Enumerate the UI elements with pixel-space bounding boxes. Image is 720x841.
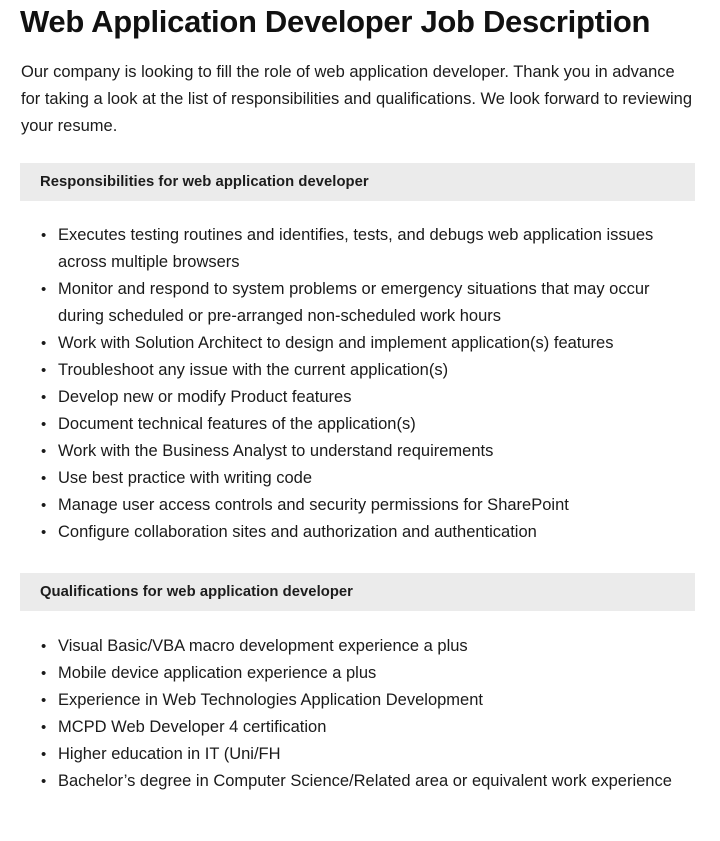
list-item: • Troubleshoot any issue with the current application(s): [0, 357, 720, 384]
list-item: • Work with the Business Analyst to understand requirements: [0, 438, 720, 465]
list-item: • Configure collaboration sites and authorization and authentication: [0, 519, 720, 546]
section-responsibilities: [0, 163, 720, 546]
responsibilities-list: [0, 201, 720, 546]
list-item: • Monitor and respond to system problems or emergency situations that may occur during scheduled or pre-arranged non-scheduled work hours: [0, 276, 720, 330]
list-item: • Use best practice with writing code: [0, 465, 720, 492]
list-item: • Manage user access controls and security permissions for SharePoint: [0, 492, 720, 519]
section-heading-responsibilities: Responsibilities for web application developer: [40, 173, 369, 190]
section-header-bar-qualifications: [20, 573, 695, 611]
list-item: • Executes testing routines and identifies, tests, and debugs web application issues across multiple browsers: [0, 222, 720, 276]
list-item: • Experience in Web Technologies Application Development: [0, 687, 720, 714]
intro-paragraph: Our company is looking to fill the role of web application developer. Thank you in advance for taking a look at the list of responsibilities and qualifications. We look forward to reviewing your resume.: [21, 63, 693, 135]
list-item: • Document technical features of the application(s): [0, 411, 720, 438]
page-title: Web Application Developer Job Description: [20, 4, 651, 39]
list-item: • Visual Basic/VBA macro development experience a plus: [0, 633, 720, 660]
section-header-bar-responsibilities: [20, 163, 695, 201]
list-item: • Mobile device application experience a plus: [0, 660, 720, 687]
list-item: • Bachelor’s degree in Computer Science/Related area or equivalent work experience: [0, 768, 720, 795]
qualifications-list: [0, 611, 720, 795]
list-item: • MCPD Web Developer 4 certification: [0, 714, 720, 741]
list-item: • Higher education in IT (Uni/FH: [0, 741, 720, 768]
section-qualifications: [0, 573, 720, 795]
list-item: • Work with Solution Architect to design and implement application(s) features: [0, 330, 720, 357]
section-heading-qualifications: Qualifications for web application developer: [40, 583, 353, 600]
list-item: • Develop new or modify Product features: [0, 384, 720, 411]
